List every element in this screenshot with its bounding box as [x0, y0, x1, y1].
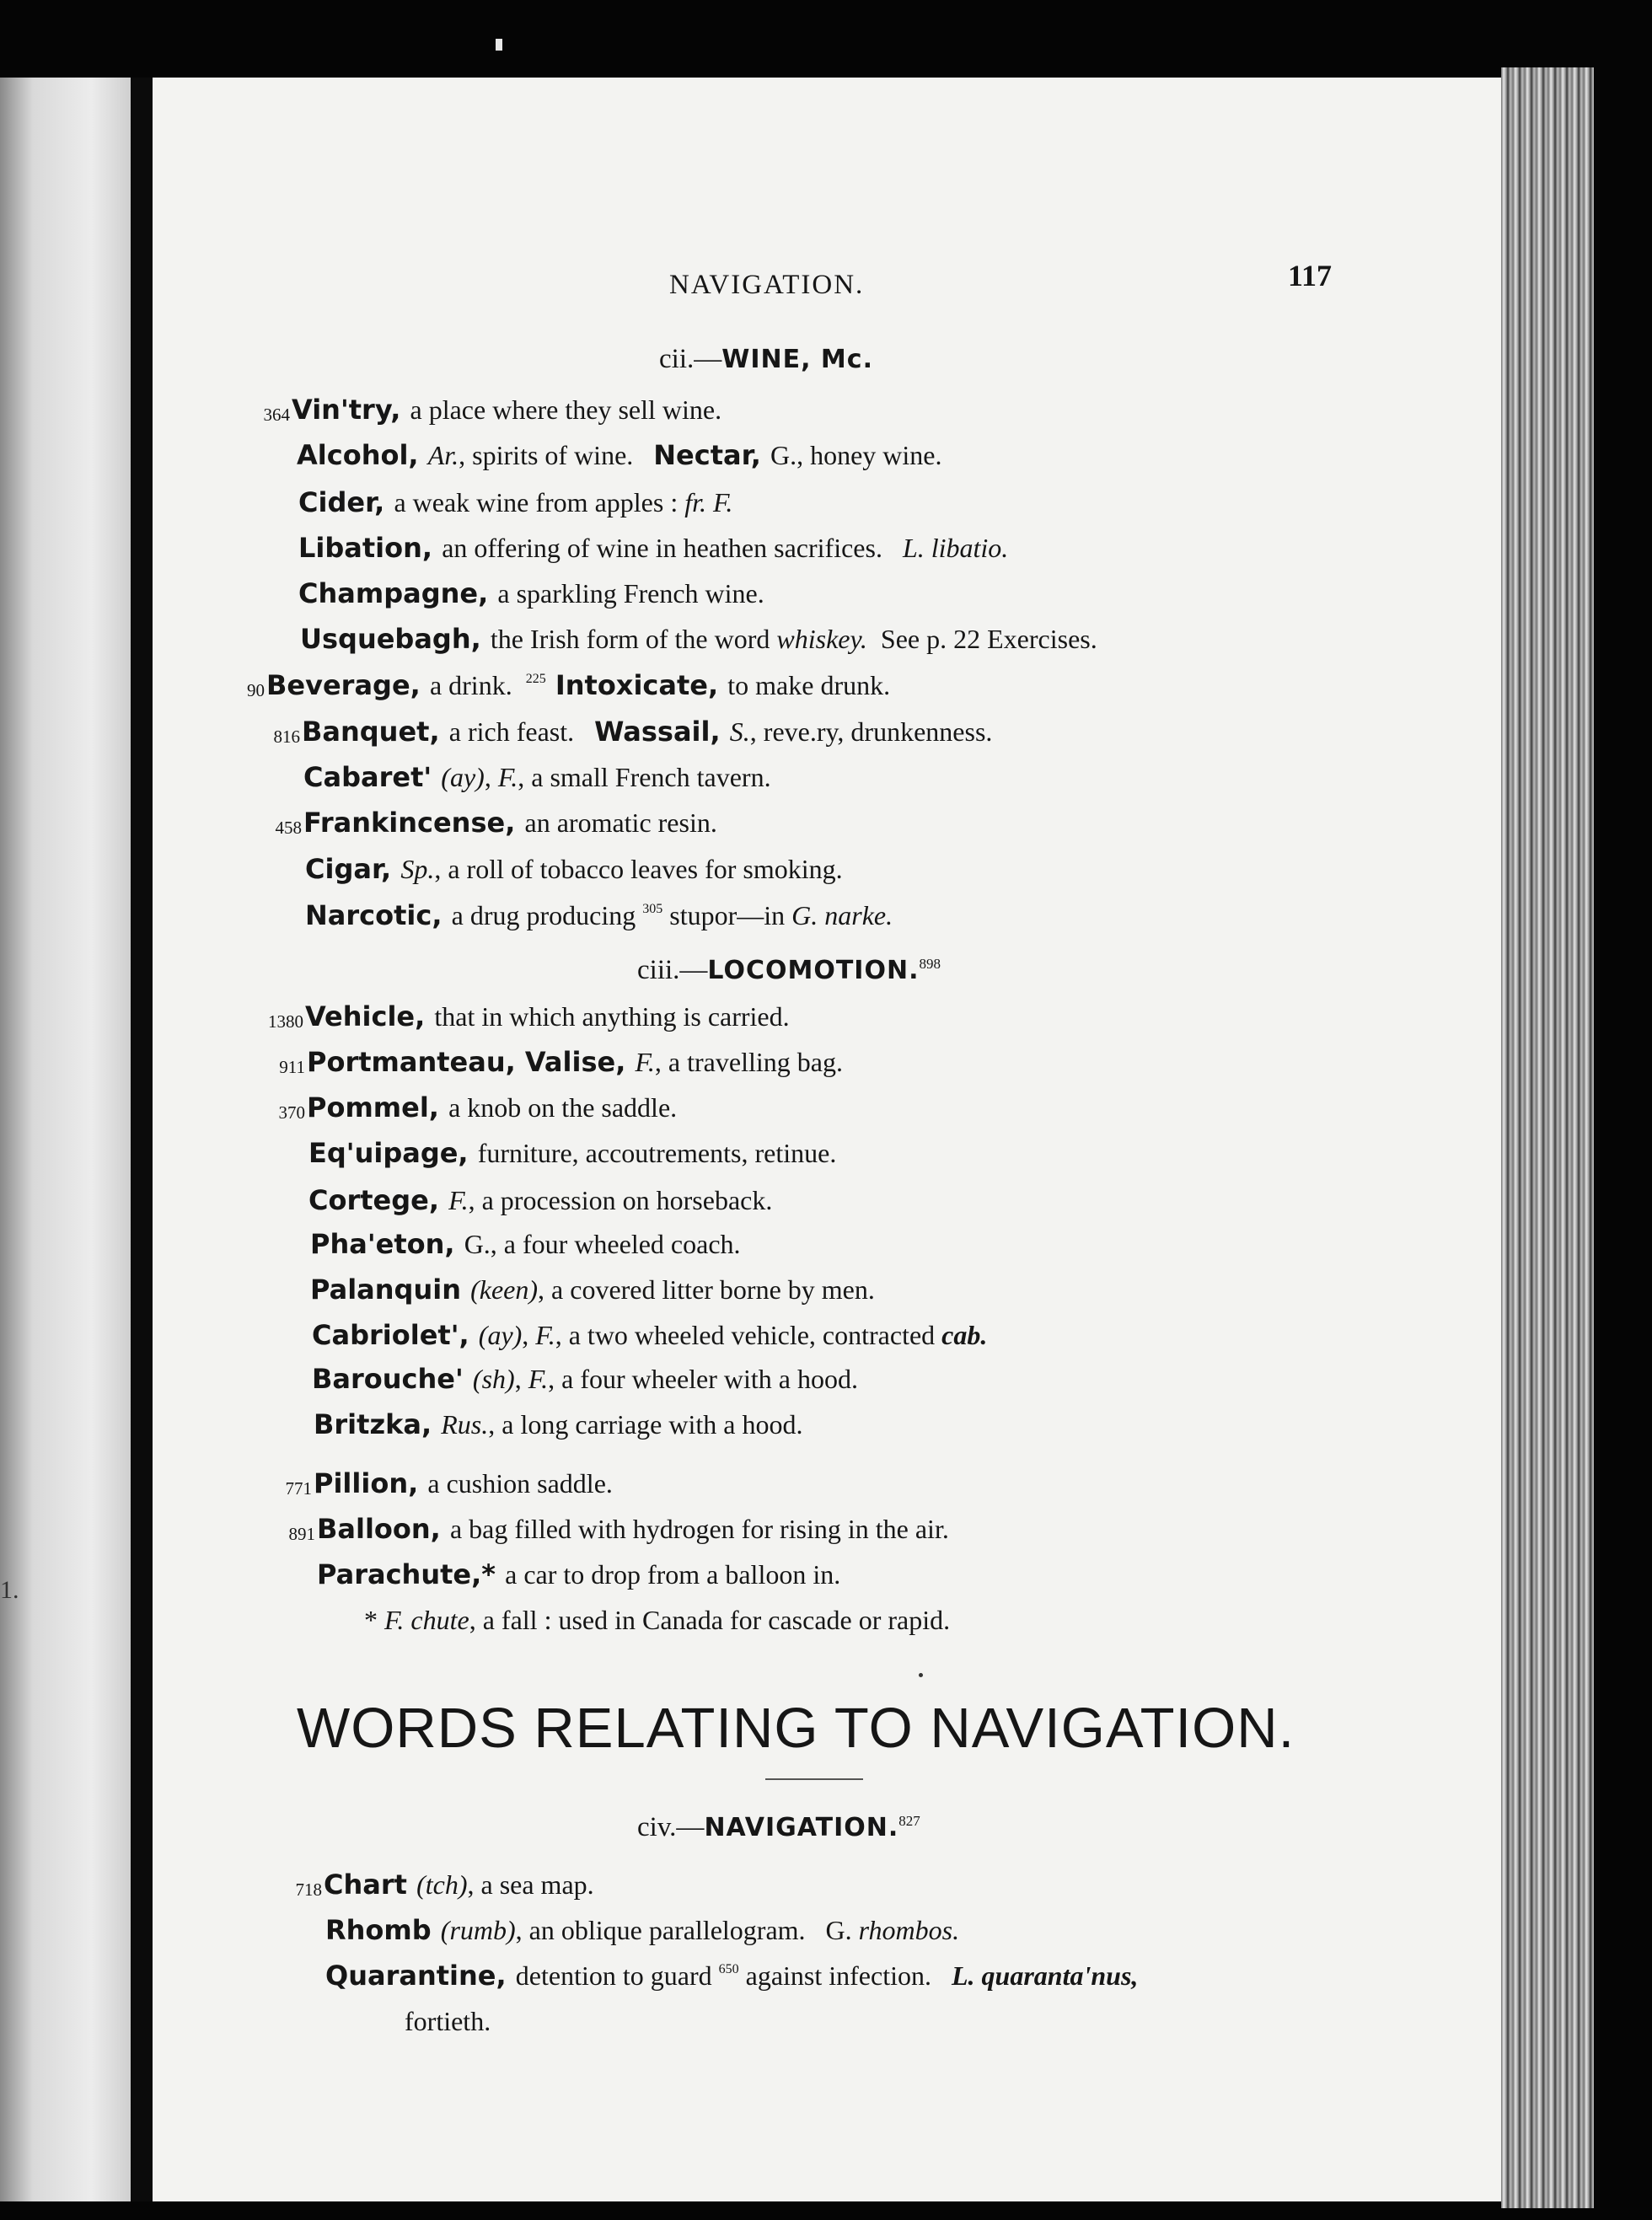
entry-usquebagh [300, 623, 1097, 655]
definition-text: G., a four wheeled coach. [464, 1229, 741, 1259]
definition-text: a sparkling French wine. [497, 578, 764, 609]
headword: Eq'uipage, [308, 1137, 478, 1169]
definition-text: detention to guard [515, 1960, 719, 1991]
definition-text: , an oblique parallelogram. G. [515, 1915, 859, 1945]
definition-text: fortieth. [405, 2006, 491, 2036]
section-heading-wine [659, 344, 873, 375]
entry-cabaret [303, 761, 771, 793]
bold-italic-text: L. quaranta'nus, [951, 1960, 1139, 1991]
entry-number: 458 [275, 818, 302, 838]
entry-continuation [364, 1606, 950, 1633]
headword: Wassail, [594, 716, 730, 748]
definition-text: G., honey wine. [770, 440, 942, 470]
definition-text: , [514, 1364, 528, 1394]
entry-pommel [307, 1091, 678, 1123]
section-roman: ciii.— [637, 955, 708, 985]
headword: Barouche' [312, 1363, 473, 1395]
section-title: WINE, Mc. [721, 345, 873, 374]
headword: Alcohol, [297, 439, 428, 471]
entry-cabriolet [312, 1319, 988, 1351]
italic-text: (rumb) [440, 1915, 516, 1945]
entry-cigar [305, 853, 843, 885]
entry-banquet [302, 716, 993, 748]
italic-text: (sh) [472, 1364, 515, 1394]
headword: Rhomb [325, 1914, 441, 1946]
headword: Parachute,* [317, 1558, 506, 1590]
definition-text: a rich feast. [448, 716, 595, 747]
entry-number: 90 [247, 680, 265, 700]
entry-number: 1380 [268, 1011, 303, 1032]
definition-text: , a small French tavern. [518, 762, 771, 792]
definition-text: a drink. [429, 670, 526, 700]
page-edges [1501, 67, 1594, 2208]
entry-beverage [266, 669, 891, 701]
definition-text: See p. 22 Exercises. [866, 624, 1097, 654]
entry-cider [298, 486, 733, 518]
entry-portmanteau-valise [307, 1046, 843, 1078]
headword: Portmanteau, Valise, [307, 1046, 636, 1078]
headword: Vehicle, [305, 1000, 435, 1032]
facing-page-fragment: 1. [0, 1576, 19, 1604]
facing-page-strip [0, 78, 131, 2201]
definition-text: , a travelling bag. [654, 1047, 843, 1077]
italic-text: (ay) [478, 1320, 523, 1350]
definition-text: , a four wheeler with a hood. [548, 1364, 858, 1394]
definition-text: , spirits of wine. [459, 440, 654, 470]
entry-chart [324, 1869, 594, 1901]
definition-text: an aromatic resin. [524, 807, 717, 838]
italic-text: F. [535, 1320, 555, 1350]
book-gutter [131, 78, 153, 2201]
headword: Narcotic, [305, 899, 452, 931]
headword: Beverage, [266, 669, 430, 701]
entry-libation [298, 532, 1009, 564]
entry-eq-uipage [308, 1137, 837, 1169]
italic-text: whiskey. [776, 624, 867, 654]
italic-text: F. chute [384, 1605, 469, 1635]
definition-text: an offering of wine in heathen sacrifices. [442, 533, 903, 563]
definition-text: , a fall : used in Canada for cascade or rapid. [469, 1605, 951, 1635]
definition-text: furniture, accoutrements, retinue. [477, 1138, 837, 1168]
italic-text: G. narke. [791, 900, 893, 930]
headword: Chart [324, 1869, 417, 1901]
definition-text: stupor—in [662, 900, 792, 930]
headword: Pha'eton, [310, 1228, 464, 1260]
definition-text: , [484, 762, 498, 792]
headword: Usquebagh, [300, 623, 491, 655]
italic-text: rhombos. [858, 1915, 960, 1945]
headword: Balloon, [317, 1513, 450, 1545]
entry-number: 911 [279, 1057, 305, 1077]
definition-text: a bag filled with hydrogen for rising in the air. [449, 1514, 949, 1544]
definition-text: a cushion saddle. [427, 1468, 613, 1499]
section-title: NAVIGATION. [704, 1813, 899, 1842]
entry-britzka [314, 1408, 803, 1440]
entry-number: 891 [288, 1524, 315, 1544]
italic-text: S. [729, 716, 750, 747]
cross-reference: 305 [642, 902, 663, 916]
cross-reference: 650 [718, 1962, 739, 1976]
definition-text: a place where they sell wine. [410, 394, 722, 425]
entry-frankincense [303, 807, 717, 839]
headword: Cigar, [305, 853, 401, 885]
entry-barouche [312, 1363, 858, 1395]
italic-text: F. [528, 1364, 549, 1394]
headword: Pommel, [307, 1091, 449, 1123]
headword: Britzka, [314, 1408, 442, 1440]
definition-text: , a covered litter borne by men. [538, 1274, 875, 1305]
headword: Nectar, [653, 439, 770, 471]
headword: Quarantine, [325, 1960, 516, 1992]
entry-cortege [308, 1184, 773, 1216]
headword: Cabriolet', [312, 1319, 479, 1351]
definition-text: * [364, 1605, 384, 1635]
italic-text: (tch) [416, 1869, 468, 1900]
scan-speck [496, 39, 502, 51]
headword: Banquet, [302, 716, 449, 748]
section-roman: civ.— [637, 1812, 705, 1842]
entry-number: 816 [273, 727, 300, 747]
italic-text: (ay) [441, 762, 485, 792]
entry-palanquin [310, 1274, 875, 1306]
definition-text: , reve.ry, drunkenness. [749, 716, 993, 747]
entry-pillion [314, 1467, 613, 1499]
italic-text: fr. F. [684, 487, 733, 517]
definition-text: a drug producing [451, 900, 643, 930]
definition-text: a car to drop from a balloon in. [505, 1559, 841, 1590]
cross-reference: 225 [525, 672, 546, 686]
headword: Libation, [298, 532, 442, 564]
entry-vehicle [305, 1000, 790, 1032]
entry-balloon [317, 1513, 949, 1545]
headword: Cabaret' [303, 761, 442, 793]
definition-text: a weak wine from apples : [394, 487, 685, 517]
stray-dot [919, 1673, 923, 1677]
headword: Pillion, [314, 1467, 428, 1499]
section-roman: cii.— [659, 344, 722, 374]
italic-text: Sp. [400, 854, 435, 884]
italic-text: (keen) [470, 1274, 539, 1305]
italic-text: Ar. [427, 440, 459, 470]
definition-text: that in which anything is carried. [434, 1001, 790, 1032]
definition-text: , [522, 1320, 536, 1350]
entry-number: 771 [285, 1478, 312, 1499]
entry-champagne [298, 577, 764, 609]
definition-text: the Irish form of the word [490, 624, 777, 654]
bold-italic-text: cab. [941, 1320, 988, 1350]
definition-text: , a procession on horseback. [468, 1185, 773, 1215]
section-ref: 898 [919, 956, 941, 972]
entry-continuation [405, 2008, 491, 2035]
definition-text: , a roll of tobacco leaves for smoking. [434, 854, 843, 884]
headword: Frankincense, [303, 807, 525, 839]
page-number: 117 [1288, 259, 1333, 292]
italic-text: F. [448, 1185, 469, 1215]
entry-number: 364 [263, 405, 290, 425]
definition-text: against infection. [738, 1960, 952, 1991]
definition-text: to make drunk. [727, 670, 891, 700]
headword: Champagne, [298, 577, 498, 609]
entry-vin-try [292, 394, 722, 426]
definition-text: , a sea map. [467, 1869, 594, 1900]
entry-number: 718 [295, 1879, 322, 1900]
italic-text: F. [497, 762, 518, 792]
section-title: LOCOMOTION. [707, 956, 920, 985]
definition-text: a knob on the saddle. [448, 1092, 678, 1123]
headword: Vin'try, [292, 394, 410, 426]
entry-quarantine [325, 1960, 1139, 1992]
chapter-heading: WORDS RELATING TO NAVIGATION. [297, 1697, 1295, 1760]
headword: Intoxicate, [545, 669, 728, 701]
entry-narcotic [305, 899, 893, 931]
section-ref: 827 [898, 1813, 920, 1829]
entry-parachute [317, 1558, 841, 1590]
headword: Cider, [298, 486, 394, 518]
headword: Cortege, [308, 1184, 449, 1216]
italic-text: L. libatio. [902, 533, 1009, 563]
italic-text: Rus. [441, 1409, 489, 1440]
definition-text: , a two wheeled vehicle, contracted [555, 1320, 942, 1350]
entry-number: 370 [278, 1102, 305, 1123]
entry-pha-eton [310, 1228, 741, 1260]
section-heading-locomotion [637, 955, 941, 986]
entry-rhomb [325, 1914, 960, 1946]
running-head: NAVIGATION. [669, 270, 865, 300]
italic-text: F. [635, 1047, 655, 1077]
scan-border [1594, 0, 1652, 2220]
entry-alcohol [297, 439, 942, 471]
definition-text: , a long carriage with a hood. [488, 1409, 803, 1440]
heading-rule [765, 1778, 863, 1780]
section-heading-navigation [637, 1812, 920, 1843]
headword: Palanquin [310, 1274, 471, 1306]
